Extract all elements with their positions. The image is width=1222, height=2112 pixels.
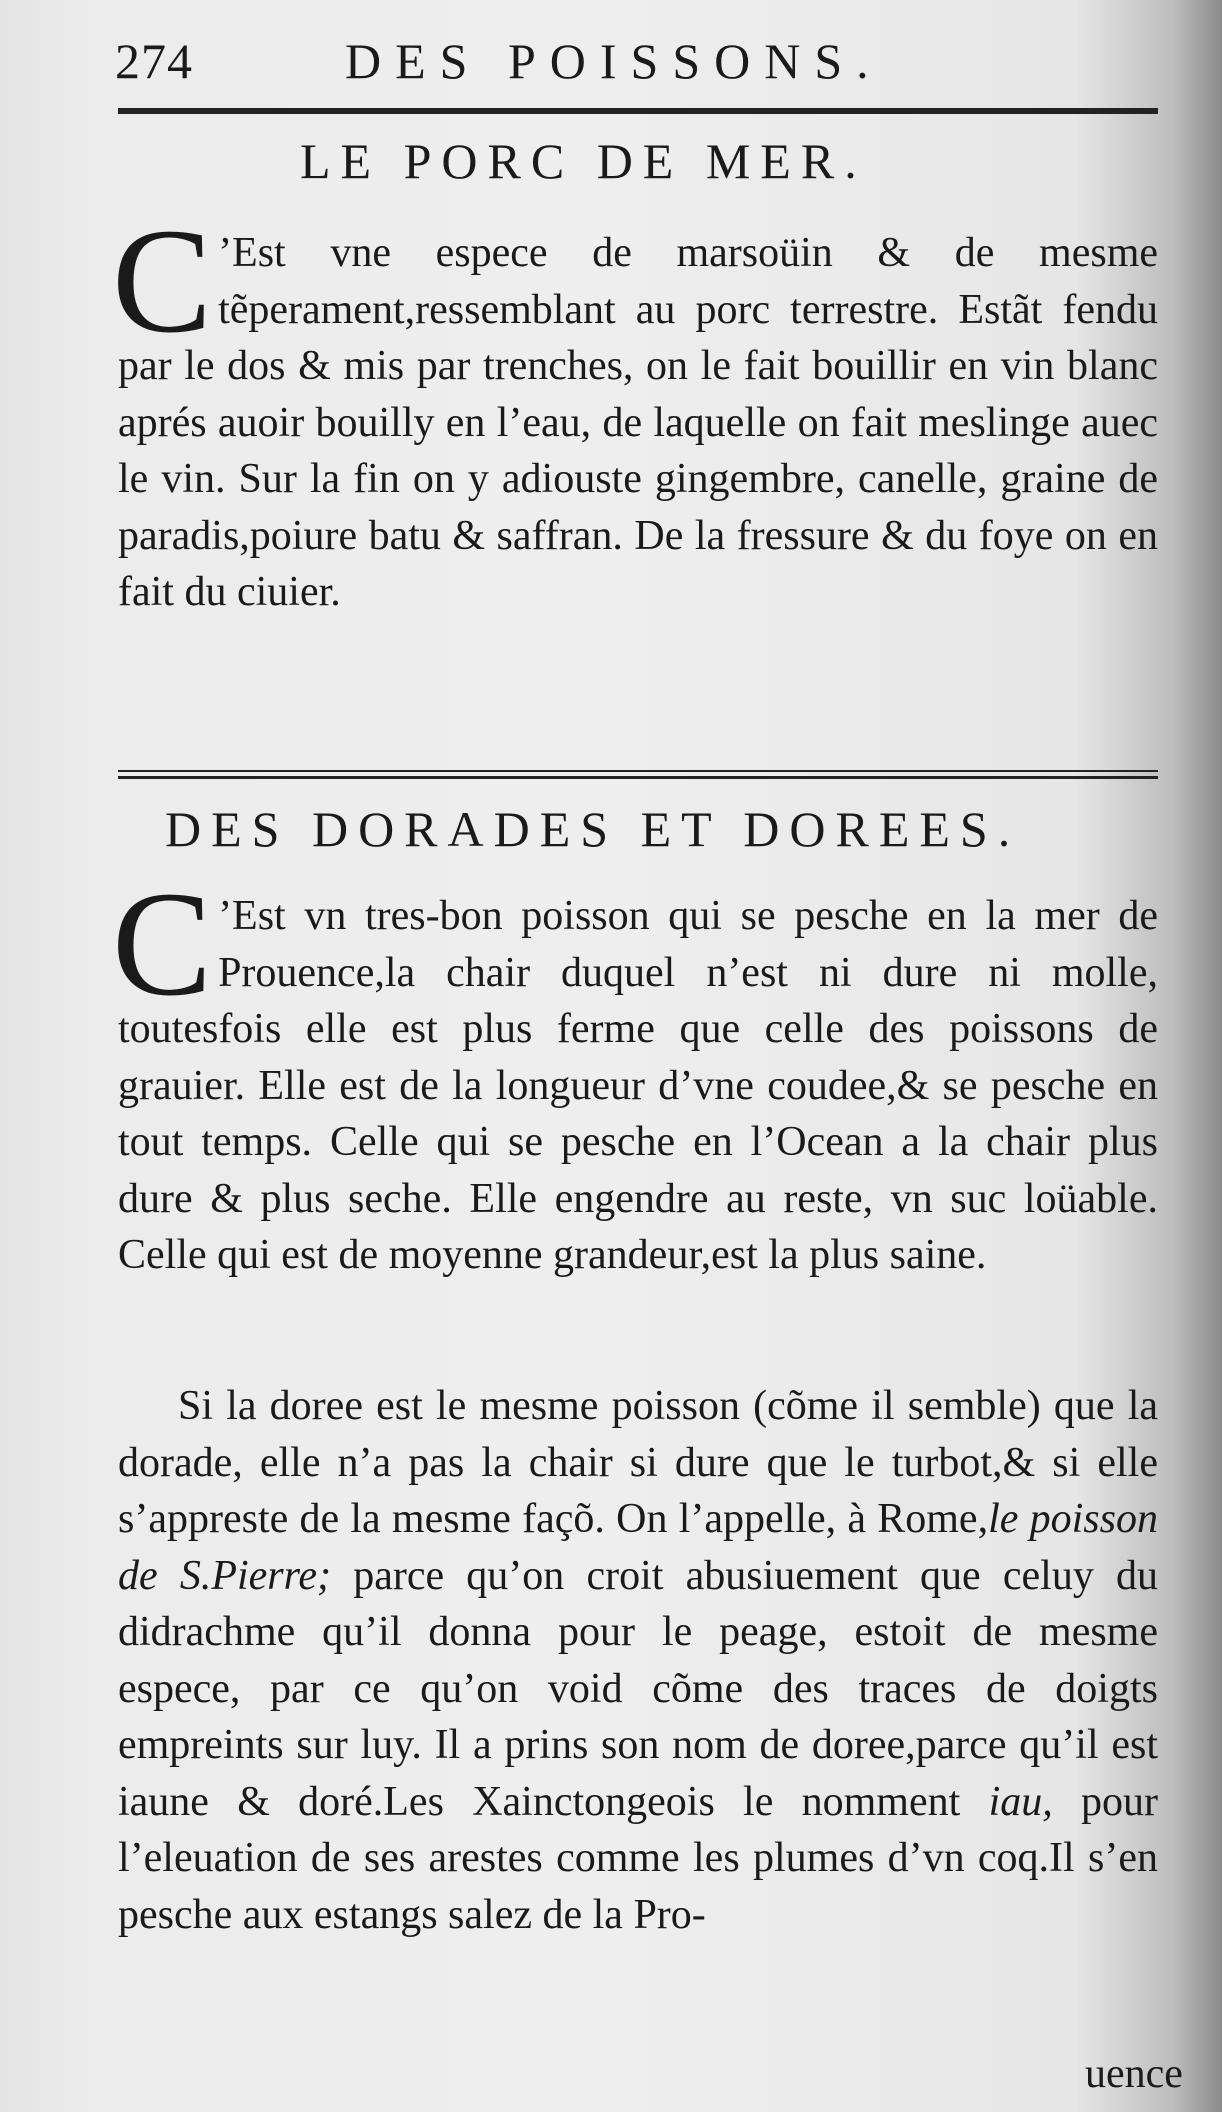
section-divider-top	[118, 770, 1158, 772]
page-header	[115, 28, 1155, 98]
running-title: DES POISSONS.	[345, 33, 883, 89]
paragraph-doree	[118, 1378, 1158, 1943]
paragraph-text: pour l’eleuation de ses arestes comme les plumes d’vn coq.Il s’en pesche aux estangs salez de la Pro-	[118, 1778, 1158, 1938]
italic-term: iau,	[988, 1778, 1053, 1825]
paragraph-text: ’Est vn tres-bon poisson qui se pesche en la mer de Prouence,la chair duquel n’est ni dure ni molle, toutesfois elle est plus ferme que celle des poissons de grauier. Elle est de la longueur d’vne coudee,& se pesche en tout temps. Celle qui se pesche en l’Ocean a la chair plus dure & plus seche. Elle engendre au reste, vn suc loüable. Celle qui est de moyenne grandeur,est la plus saine.	[118, 893, 1158, 1278]
catchword: uence	[1085, 2051, 1183, 2097]
section-title-dorades: DES DORADES ET DOREES.	[165, 801, 1021, 857]
dropcap: C	[112, 861, 213, 1027]
italic-term: le poisson de S.Pierre;	[118, 1496, 1158, 1599]
paragraph-text: Si la doree est le mesme poisson (cõme il semble) que la dorade, elle n’a pas la chair si dure que le turbot,& si elle s’appreste de la mesme façõ. On l’appelle, à Rome,	[118, 1383, 1158, 1542]
section-divider-bottom	[118, 776, 1158, 779]
paragraph-text: parce qu’on croit abusiuement que celuy du didrachme qu’il donna pour le peage, estoit de mesme espece, par ce qu’on void cõme des traces de doigts empreints sur luy. Il a prins son nom de doree,parce qu’il est iaune & doré.Les Xainctongeois le nomment	[118, 1552, 1158, 1825]
paragraph-porc-de-mer	[112, 198, 1158, 621]
section-title-porc-de-mer: LE PORC DE MER.	[300, 133, 867, 189]
page-number: 274	[115, 33, 193, 89]
header-rule	[118, 108, 1158, 114]
dropcap: C	[112, 198, 213, 364]
paragraph-text: ’Est vne espece de marsoüin & de mesme tẽperament,ressemblant au porc terrestre. Estãt fendu par le dos & mis par trenches, on le fait bouillir en vin blanc aprés auoir bouilly en l’eau, de laquelle on fait meslinge auec le vin. Sur la fin on y adiouste gingembre, canelle, graine de paradis,poiure batu & saffran. De la fressure & du foye on en fait du ciuier.	[118, 230, 1158, 615]
paragraph-dorades	[112, 861, 1158, 1284]
